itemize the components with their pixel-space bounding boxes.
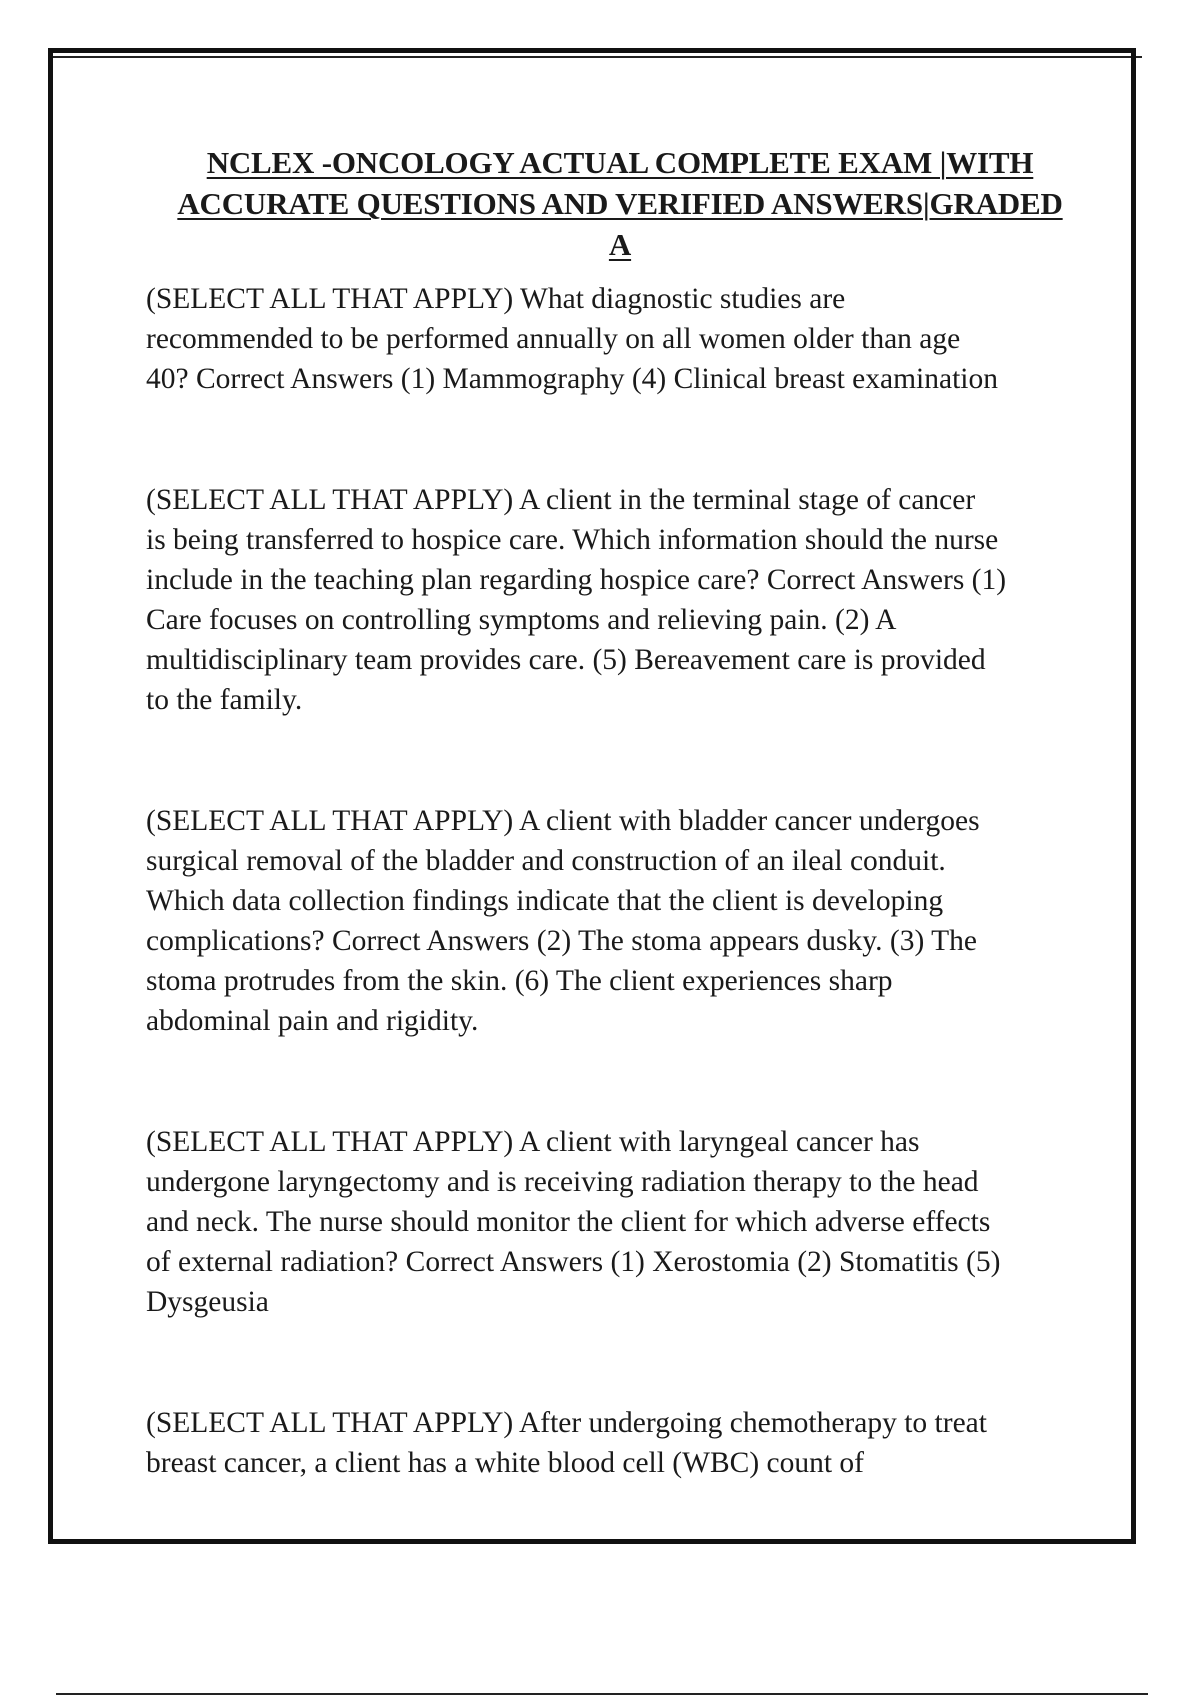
question-5 xyxy=(146,1403,1094,1483)
question-line: 40? Correct Answers (1) Mammography (4) Clinical breast examination xyxy=(146,363,998,395)
question-line: complications? Correct Answers (2) The stoma appears dusky. (3) The xyxy=(146,925,977,957)
title-line: A xyxy=(608,227,632,262)
question-line: to the family. xyxy=(146,684,303,716)
question-line: and neck. The nurse should monitor the client for which adverse effects xyxy=(146,1206,991,1238)
question-line: multidisciplinary team provides care. (5) Bereavement care is provided xyxy=(146,644,986,676)
question-line: undergone laryngectomy and is receiving radiation therapy to the head xyxy=(146,1166,979,1198)
question-line: include in the teaching plan regarding hospice care? Correct Answers (1) xyxy=(146,564,1007,596)
question-line: (SELECT ALL THAT APPLY) A client with bladder cancer undergoes xyxy=(146,805,980,837)
question-line: (SELECT ALL THAT APPLY) What diagnostic studies are xyxy=(146,283,846,315)
question-line: is being transferred to hospice care. Which information should the nurse xyxy=(146,524,999,556)
question-1 xyxy=(146,279,1094,399)
question-line: (SELECT ALL THAT APPLY) After undergoing chemotherapy to treat xyxy=(146,1407,987,1439)
question-2 xyxy=(146,480,1094,720)
question-line: of external radiation? Correct Answers (1) Xerostomia (2) Stomatitis (5) xyxy=(146,1246,1001,1278)
bottom-rule xyxy=(56,1693,1148,1695)
question-line: Dysgeusia xyxy=(146,1286,269,1318)
question-line: Which data collection findings indicate that the client is developing xyxy=(146,885,944,917)
question-line: surgical removal of the bladder and construction of an ileal conduit. xyxy=(146,845,946,877)
question-line: abdominal pain and rigidity. xyxy=(146,1005,479,1037)
question-line: (SELECT ALL THAT APPLY) A client with laryngeal cancer has xyxy=(146,1126,920,1158)
title-line: ACCURATE QUESTIONS AND VERIFIED ANSWERS|GRADED xyxy=(177,186,1063,221)
question-4 xyxy=(146,1122,1094,1322)
question-line: Care focuses on controlling symptoms and relieving pain. (2) A xyxy=(146,604,897,636)
question-line: recommended to be performed annually on all women older than age xyxy=(146,323,961,355)
question-line: breast cancer, a client has a white blood cell (WBC) count of xyxy=(146,1447,865,1479)
question-line: stoma protrudes from the skin. (6) The client experiences sharp xyxy=(146,965,893,997)
document-title xyxy=(146,142,1094,265)
question-3 xyxy=(146,801,1094,1041)
title-line: NCLEX -ONCOLOGY ACTUAL COMPLETE EXAM |WITH xyxy=(206,145,1034,180)
question-line: (SELECT ALL THAT APPLY) A client in the terminal stage of cancer xyxy=(146,484,976,516)
document-body xyxy=(146,142,1094,1564)
